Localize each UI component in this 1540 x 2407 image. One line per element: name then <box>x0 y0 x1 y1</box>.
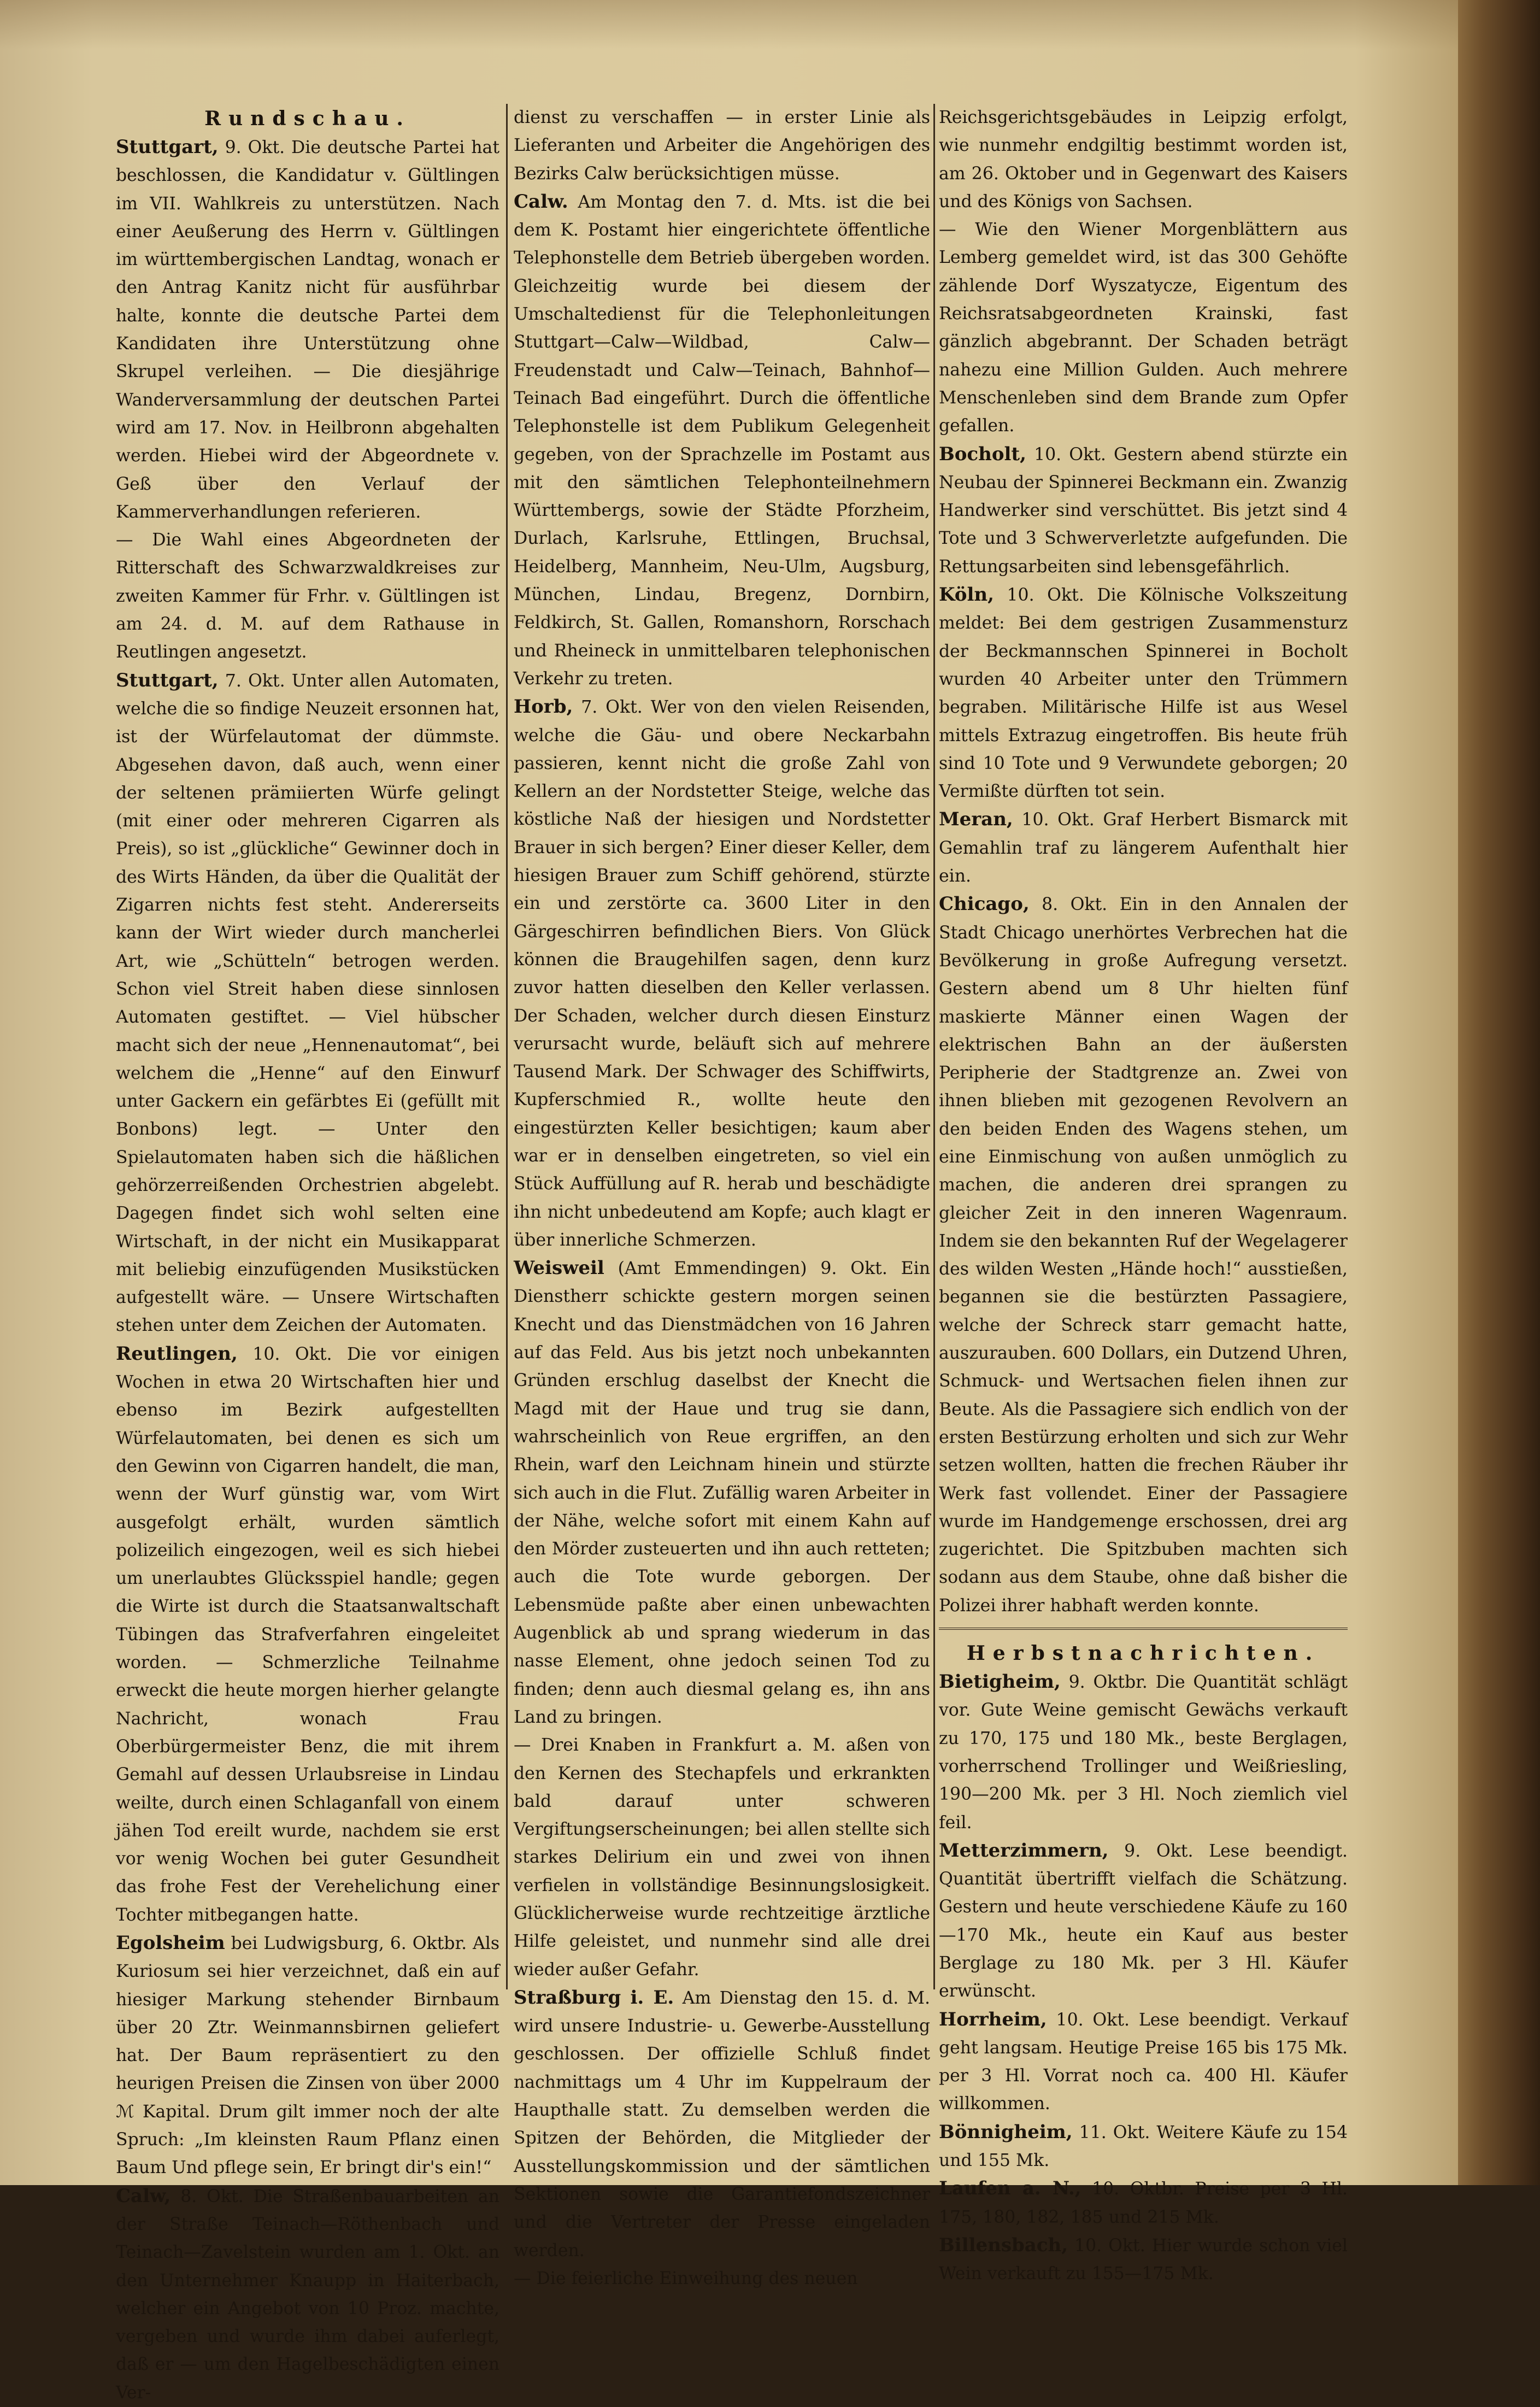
dateline-place: Meran, <box>939 808 1013 831</box>
news-text: 10. Okt. Hier wurde schon viel Wein verkauft zu 155—175 Mk. <box>939 2235 1348 2284</box>
dateline-place: Laufen a. N., <box>939 2177 1081 2200</box>
book-binding <box>1458 0 1540 2185</box>
news-text: 10. Oktbr. Preise per 3 Hl. 175, 180, 182, 185 und 215 Mk. <box>939 2179 1348 2227</box>
dateline-place: Calw. <box>514 190 568 213</box>
news-item <box>514 1731 930 1984</box>
news-item <box>514 693 930 1254</box>
news-item <box>939 2232 1348 2288</box>
news-item <box>116 2182 499 2407</box>
news-text: — Drei Knaben in Frankfurt a. M. aßen von den Kernen des Stechapfels und erkrankten bald darauf unter schweren Vergiftungserscheinungen; bei allen stellte sich starkes Delirium ein und zwei von ihnen verfielen in vollständige Besinnungslosigkeit. Glücklicherweise wurde rechtzeitige ärztliche Hilfe geleistet, und nunmehr sind alle drei wieder außer Gefahr. <box>514 1735 930 1980</box>
news-text: Reichsgerichtsgebäudes in Leipzig erfolgt, wie nunmehr endgiltig bestimmt worden ist, am 26. Oktober und in Gegenwart des Kaisers und des Königs von Sachsen. <box>939 108 1348 212</box>
news-item <box>939 1668 1348 1837</box>
news-item <box>514 104 930 188</box>
news-item <box>514 1254 930 1731</box>
page-edge-stain <box>0 0 1540 49</box>
dateline-place: Horrheim, <box>939 2008 1047 2030</box>
news-item <box>116 133 499 526</box>
column-rule <box>506 104 508 1989</box>
news-text: 7. Okt. Unter allen Automaten, welche die so findige Neuzeit ersonnen hat, ist der Würfelautomat der dümmste. Abgesehen davon, daß auch, wenn einer der seltenen prämiierten Würfe gelingt (mit einer oder mehreren Cigarren als Preis), so ist „glückliche“ Gewinner doch in des Wirts Händen, da über die Qualität der Zigarren nichts fest steht. Andererseits kann der Wirt wieder durch mancherlei Art, wie „Schütteln“ betrogen werden. Schon viel Streit haben diese sinnlosen Automaten gestiftet. — Viel hübscher macht sich der neue „Hennenautomat“, bei welchem die „Henne“ auf den Einwurf unter Gackern ein gefärbtes Ei (gefüllt mit Bonbons) legt. — Unter den Spielautomaten haben sich die häßlichen gehörzerreißenden Orchestrien abgelebt. Dagegen findet sich wohl selten eine Wirtschaft, in der nicht ein Musikapparat mit beliebig einzufügenden Musikstücken aufgestellt wäre. — Unsere Wirtschaften stehen unter dem Zeichen der Automaten. <box>116 671 499 1336</box>
news-text: 10. Okt. Gestern abend stürzte ein Neubau der Spinnerei Beckmann ein. Zwanzig Handwerker sind verschüttet. Bis jetzt sind 4 Tote und 3 Schwerverletzte aufgefunden. Die Rettungsarbeiten sind lebensgefährlich. <box>939 444 1348 577</box>
news-item <box>939 806 1348 890</box>
dateline-place: Stuttgart, <box>116 136 219 158</box>
news-text: 10. Okt. Die vor einigen Wochen in etwa 20 Wirtschaften hier und ebenso im Bezirk aufgestellten Würfelautomaten, bei denen es sich um den Gewinn von Cigarren handelt, die man, wenn der Wurf günstig war, vom Wirt ausgefolgt erhält, wurden sämtlich polizeilich eingezogen, weil es sich hiebei um unerlaubtes Glücksspiel handle; gegen die Wirte ist durch die Staatsanwaltschaft Tübingen das Strafverfahren eingeleitet worden. — Schmerzliche Teilnahme erweckt die heute morgen hierher gelangte Nachricht, wonach Frau Oberbürgermeister Benz, die mit ihrem Gemahl auf dessen Urlaubsreise in Lindau weilte, durch einen Schlaganfall von einem jähen Tod ereilt wurde, nachdem sie erst vor wenig Wochen bei guter Gesundheit das frohe Fest der Verehelichung einer Tochter mitbegangen hatte. <box>116 1344 499 1925</box>
news-item <box>116 1340 499 1929</box>
news-text: 8. Okt. Ein in den Annalen der Stadt Chicago unerhörtes Verbrechen hat die Bevölkerung in große Aufregung versetzt. Gestern abend um 8 Uhr hielten fünf maskierte Männer einen Wagen der elektrischen Bahn an der äußersten Peripherie der Stadtgrenze an. Zwei von ihnen blieben mit gezogenen Revolvern an den beiden Enden des Wagens stehen, um eine Einmischung von außen unmöglich zu machen, die anderen drei sprangen zu gleicher Zeit in den inneren Wagenraum. Indem sie den bekannten Ruf der Wegelagerer des wilden Westen „Hände hoch!“ ausstießen, begannen sie die bestürzten Passagiere, welche der Schreck starr gemacht hatte, auszurauben. 600 Dollars, ein Dutzend Uhren, Schmuck- und Wertsachen fielen ihnen zur Beute. Als die Passagiere sich endlich von der ersten Bestürzung erholten und sich zur Wehr setzen wollten, hatten die frechen Räuber ihr Werk fast vollendet. Einer der Passagiere wurde im Handgemenge erschossen, drei arg zugerichtet. Die Spitzbuben machten sich sodann aus dem Staube, ohne daß bisher die Polizei ihrer habhaft werden konnte. <box>939 895 1348 1616</box>
dateline-place: Calw, <box>116 2185 171 2207</box>
column-1 <box>116 104 499 2407</box>
dateline-place: Horb, <box>514 696 573 718</box>
news-item <box>939 1837 1348 2006</box>
news-text: 9. Okt. Die deutsche Partei hat beschlossen, die Kandidatur v. Gültlingen im VII. Wahlkreis zu unterstützen. Nach einer Aeußerung des Herrn v. Gültlingen im württembergischen Landtag, wonach er den Antrag Kanitz nicht für ausführbar halte, konnte die deutsche Partei dem Kandidaten ihre Unterstützung ohne Skrupel verleihen. — Die diesjährige Wanderversammlung der deutschen Partei wird am 17. Nov. in Heilbronn abgehalten werden. Hiebei wird der Abgeordnete v. Geß über den Verlauf der Kammerverhandlungen referieren. <box>116 138 499 522</box>
dateline-place: Chicago, <box>939 893 1030 915</box>
news-item <box>939 890 1348 1620</box>
news-text: 10. Okt. Die Kölnische Volkszeitung meldet: Bei dem gestrigen Zusammensturz der Beckmannschen Spinnerei in Bocholt wurden 40 Arbeiter unter den Trümmern begraben. Militärische Hilfe ist aus Wesel mittels Extrazug eingetroffen. Bis heute früh sind 10 Tote und 9 Verwundete geborgen; 20 Vermißte dürften tot sein. <box>939 585 1348 802</box>
news-item <box>939 104 1348 216</box>
news-text: Am Montag den 7. d. Mts. ist die bei dem K. Postamt hier eingerichtete öffentliche Telephonstelle dem Betrieb übergeben worden. Gleichzeitig wurde bei diesem der Umschaltedienst für die Telephonleitungen Stuttgart—Calw—Wildbad, Calw—Freudenstadt und Calw—Teinach, Bahnhof—Teinach Bad eingeführt. Durch die öffentliche Telephonstelle ist dem Publikum Gelegenheit gegeben, von der Sprachzelle im Postamt aus mit den sämtlichen Telephonteilnehmern Württembergs, sowie der Städte Pforzheim, Durlach, Karlsruhe, Ettlingen, Bruchsal, Heidelberg, Mannheim, Neu-Ulm, Augsburg, München, Lindau, Bregenz, Dornbirn, Feldkirch, St. Gallen, Romanshorn, Rorschach und Rheineck in unmittelbaren telephonischen Verkehr zu treten. <box>514 192 930 689</box>
column-rule <box>933 104 935 1989</box>
news-text: 11. Okt. Weitere Käufe zu 154 und 155 Mk. <box>939 2122 1348 2171</box>
news-item <box>939 2118 1348 2175</box>
dateline-place: Bocholt, <box>939 443 1026 465</box>
news-text: Am Dienstag den 15. d. M. wird unsere Industrie- u. Gewerbe-Ausstellung geschlossen. Der offizielle Schluß findet nachmittags um 4 Uhr im Kuppelraum der Haupthalle statt. Zu demselben werden die Spitzen der Behörden, die Mitglieder der Ausstellungskommission und der sämtlichen Sektionen sowie die Garantiefondszeichner und die Vertreter der Presse eingeladen werden. <box>514 1988 930 2261</box>
news-text: dienst zu verschaffen — in erster Linie als Lieferanten und Arbeiter die Angehörigen des Bezirks Calw berücksichtigen müsse. <box>514 108 930 184</box>
news-item <box>939 2006 1348 2118</box>
news-text: 9. Oktbr. Die Quantität schlägt vor. Gute Weine gemischt Gewächs verkauft zu 170, 175 und 180 Mk., beste Berglagen, vorherrschend Trollinger und Weißriesling, 190—200 Mk. per 3 Hl. Noch ziemlich viel feil. <box>939 1672 1348 1833</box>
news-item <box>116 1929 499 2182</box>
section-heading: Herbstnachrichten. <box>966 1642 1320 1665</box>
news-text: — Die feierliche Einweihung des neuen <box>514 2268 858 2288</box>
column-2 <box>514 104 930 2293</box>
dateline-place: Egolsheim <box>116 1932 225 1954</box>
dateline-place: Stuttgart, <box>116 669 219 691</box>
news-text: 10. Okt. Graf Herbert Bismarck mit Gemahlin traf zu längerem Aufenthalt hier ein. <box>939 810 1348 887</box>
news-text: — Die Wahl eines Abgeordneten der Ritterschaft des Schwarzwaldkreises zur zweiten Kammer für Frhr. v. Gültlingen ist am 24. d. M. auf dem Rathause in Reutlingen angesetzt. <box>116 530 499 662</box>
news-item <box>939 581 1348 806</box>
news-item <box>939 2175 1348 2232</box>
news-item <box>116 667 499 1340</box>
dateline-place: Billensbach, <box>939 2234 1068 2256</box>
news-text: 7. Okt. Wer von den vielen Reisenden, welche die Gäu- und obere Neckarbahn passieren, kennt nicht die große Zahl von Kellern an der Nordstetter Steige, welche das köstliche Naß der hiesigen und Nordstetter Brauer in sich bergen? Einer dieser Keller, dem hiesigen Brauer zum Schiff gehörend, stürzte ein und zerstörte ca. 3600 Liter in den Gärgeschirren befindlichen Biers. Von Glück können die Braugehilfen sagen, denn kurz zuvor hatten dieselben den Keller verlassen. Der Schaden, welcher durch diesen Einsturz verursacht wurde, beläuft sich auf mehrere Tausend Mark. Der Schwager des Schiffwirts, Kupferschmied R., wollte heute den eingestürzten Keller besichtigen; kaum aber war er in denselben eingetreten, so viel ein Stück Auffüllung auf R. herab und beschädigte ihn nicht unbedeutend am Kopfe; auch klagt er über innerliche Schmerzen. <box>514 697 930 1250</box>
news-text: 9. Okt. Lese beendigt. Quantität übertrifft vielfach die Schätzung. Gestern und heute verschiedene Käufe zu 160—170 Mk., heute ein Kauf aus bester Berglage zu 180 Mk. per 3 Hl. Käufer erwünscht. <box>939 1841 1348 2001</box>
section-heading: Rundschau. <box>204 107 411 130</box>
news-text: 10. Okt. Lese beendigt. Verkauf geht langsam. Heutige Preise 165 bis 175 Mk. per 3 Hl. Vorrat noch ca. 400 Hl. Käufer willkommen. <box>939 2010 1348 2114</box>
dateline-place: Reutlingen, <box>116 1342 238 1365</box>
dateline-place: Köln, <box>939 584 994 606</box>
dateline-place: Weisweil <box>514 1257 604 1279</box>
column-3 <box>939 104 1348 2288</box>
dateline-place: Straßburg i. E. <box>514 1986 674 2009</box>
news-text: 8. Okt. Die Straßenbauarbeiten an der Straße Teinach—Röthenbach und Teinach—Zavelstein wurden am 1. Okt. an den Unternehmer Knaupp in Haiterbach, welcher ein Angebot von 10 Proz. machte, vergeben und wurde ihm dabei auferlegt, daß er — um den Hagelbeschädigten einen Ver- <box>116 2186 499 2403</box>
news-item <box>514 2265 930 2293</box>
dateline-place: Metterzimmern, <box>939 1839 1109 1862</box>
news-text: bei Ludwigsburg, 6. Oktbr. Als Kuriosum sei hier verzeichnet, daß ein auf hiesiger Markung stehender Birnbaum über 20 Ztr. Weinmannsbirnen geliefert hat. Der Baum repräsentiert zu den heurigen Preisen die Zinsen von über 2000 ℳ Kapital. Drum gilt immer noch der alte Spruch: „Im kleinsten Raum Pflanz einen Baum Und pflege sein, Er bringt dir's ein!“ <box>116 1934 499 2178</box>
news-item <box>514 1984 930 2265</box>
news-item <box>939 441 1348 581</box>
news-item <box>514 188 930 693</box>
dateline-place: Bietigheim, <box>939 1671 1061 1693</box>
news-item <box>939 216 1348 440</box>
section-divider <box>939 1628 1348 1630</box>
news-text: (Amt Emmendingen) 9. Okt. Ein Dienstherr schickte gestern morgen seinen Knecht und das Dienstmädchen von 16 Jahren auf das Feld. Aus bis jetzt noch unbekannten Gründen erschlug daselbst der Knecht die Magd mit der Haue und trug sie dann, wahrscheinlich von Reue ergriffen, an den Rhein, warf den Leichnam hinein und stürzte sich auch in die Flut. Zufällig waren Arbeiter in der Nähe, welche sofort mit einem Kahn auf den Mörder zusteuerten und ihn auch retteten; auch die Tote wurde geborgen. Der Lebensmüde paßte aber einen unbewachten Augenblick ab und sprang wiederum in das nasse Element, ohne jedoch seinen Tod zu finden; denn auch diesmal gelang es, ihn ans Land zu bringen. <box>514 1259 930 1727</box>
news-item <box>116 526 499 666</box>
news-text: — Wie den Wiener Morgenblättern aus Lemberg gemeldet wird, ist das 300 Gehöfte zählende Dorf Wyszatycze, Eigentum des Reichsratsabgeordneten Krainski, fast gänzlich abgebrannt. Der Schaden beträgt nahezu eine Million Gulden. Auch mehrere Menschenleben sind dem Brande zum Opfer gefallen. <box>939 220 1348 436</box>
dateline-place: Bönnigheim, <box>939 2121 1073 2143</box>
